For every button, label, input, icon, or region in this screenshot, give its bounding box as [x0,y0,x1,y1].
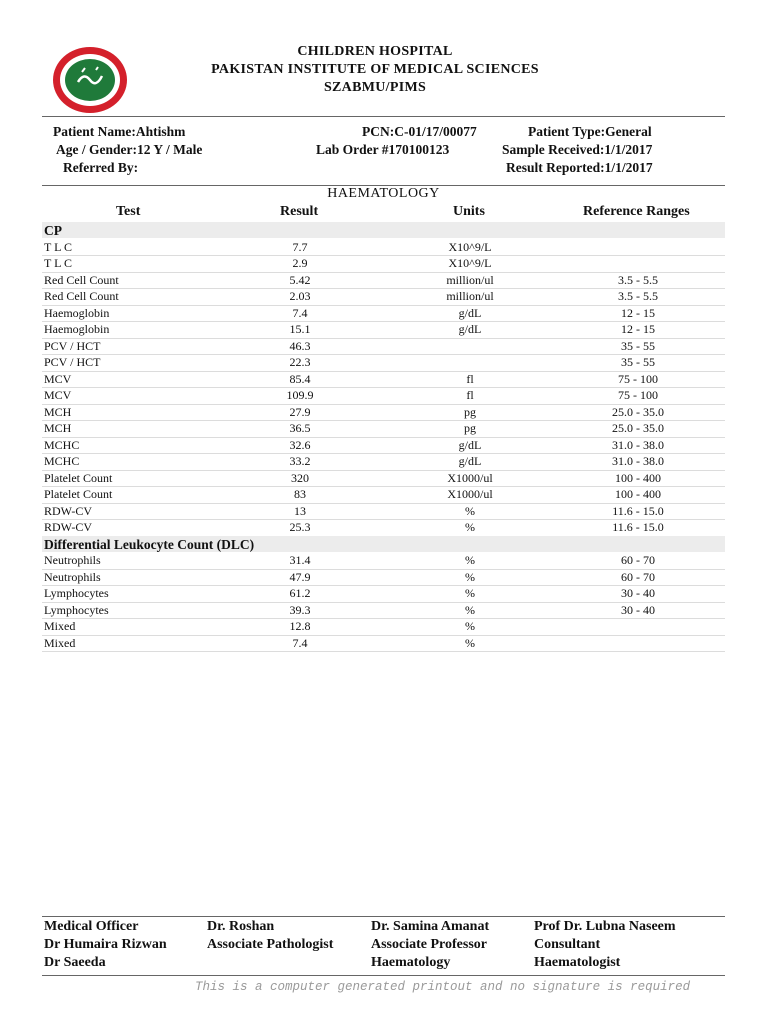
unit-value: % [465,635,475,650]
test-name: PCV / HCT [44,355,101,369]
university-name: SZABMU/PIMS [323,80,427,95]
unit-value: % [465,619,475,633]
unit-value: million/ul [446,289,494,303]
unit-value: % [465,503,475,518]
reference-range: 30 - 40 [621,602,655,617]
reference-range: 35 - 55 [621,355,655,369]
table-row [42,635,725,653]
test-name: Haemoglobin [44,305,110,320]
result-value: 32.6 [289,437,311,452]
result-value: 36.5 [289,421,311,435]
table-row [42,585,725,603]
unit-value: X1000/ul [447,487,493,501]
signature-line: Medical Officer [44,919,139,934]
table-row [42,486,725,504]
signature-line: Associate Pathologist [207,937,334,952]
unit-value: % [465,520,475,534]
patient-name: Patient Name:Ahtishm [53,124,186,139]
table-group-header [42,222,725,238]
referred-by: Referred By: [63,160,139,175]
table-row [42,371,725,389]
table-row [42,470,725,488]
result-value: 7.7 [292,239,308,254]
unit-value: X10^9/L [448,256,492,270]
table-row [42,569,725,587]
hospital-logo [52,46,128,114]
section-title: HAEMATOLOGY [327,186,440,201]
reference-range: 11.6 - 15.0 [612,503,664,518]
pcn: PCN:C-01/17/00077 [362,124,477,139]
reference-range: 75 - 100 [618,371,658,386]
table-row [42,321,725,339]
signature-line: Dr. Samina Amanat [371,919,490,934]
result-value: 22.3 [289,355,311,369]
test-name: MCH [44,404,72,419]
unit-value: g/dL [458,322,482,336]
signature-divider [42,916,725,917]
table-row [42,519,725,537]
test-name: Lymphocytes [44,602,109,617]
test-name: MCHC [44,454,80,468]
reference-range: 60 - 70 [621,569,655,584]
reference-range: 3.5 - 5.5 [618,289,658,303]
result-value: 13 [294,503,306,518]
sample-received: Sample Received:1/1/2017 [502,142,653,157]
unit-value: fl [466,371,474,386]
result-value: 25.3 [289,520,311,534]
result-value: 33.2 [289,454,311,468]
unit-value: million/ul [446,272,494,287]
patient-age-gender: Age / Gender:12 Y / Male [56,142,203,157]
table-row [42,453,725,471]
result-value: 47.9 [289,569,311,584]
signature-line: Prof Dr. Lubna Naseem [534,919,676,934]
table-row [42,437,725,455]
test-name: RDW-CV [44,520,92,534]
result-value: 7.4 [292,305,308,320]
test-name: PCV / HCT [44,338,101,353]
result-value: 31.4 [289,553,311,567]
table-row [42,338,725,356]
signature-line: Dr Saeeda [44,955,106,970]
test-name: T L C [44,256,73,270]
signature-line: Associate Professor [371,937,487,952]
hospital-name: CHILDREN HOSPITAL [297,44,453,59]
result-value: 12.8 [289,619,311,633]
unit-value: % [465,569,475,584]
unit-value: g/dL [458,437,482,452]
result-value: 61.2 [289,586,311,600]
unit-value: g/dL [458,305,482,320]
unit-value: % [465,553,475,567]
test-name: Haemoglobin [44,322,110,336]
test-name: Red Cell Count [44,289,119,303]
reference-range: 75 - 100 [618,388,658,402]
lab-order: Lab Order #170100123 [316,142,450,157]
table-row [42,387,725,405]
test-name: Platelet Count [44,487,113,501]
test-name: Mixed [44,635,76,650]
result-value: 83 [294,487,306,501]
table-row [42,272,725,290]
reference-range: 12 - 15 [621,305,655,320]
table-row [42,618,725,636]
signature-line: Dr Humaira Rizwan [44,937,167,952]
result-value: 320 [291,470,309,485]
signature-column [207,918,333,972]
test-name: Neutrophils [44,553,101,567]
result-reported: Result Reported:1/1/2017 [506,160,653,175]
reference-range: 35 - 55 [621,338,655,353]
reference-range: 100 - 400 [615,470,661,485]
col-header-result: Result [280,204,319,219]
test-name: MCH [44,421,72,435]
test-name: T L C [44,239,73,254]
result-value: 5.42 [289,272,311,287]
test-name: Platelet Count [44,470,113,485]
test-name: RDW-CV [44,503,92,518]
reference-range: 31.0 - 38.0 [612,454,664,468]
signature-line: Haematology [371,955,451,970]
reference-range: 25.0 - 35.0 [612,404,664,419]
unit-value: % [465,586,475,600]
signature-column [371,918,489,972]
result-value: 85.4 [289,371,311,386]
result-value: 46.3 [289,338,311,353]
test-name: MCHC [44,437,80,452]
result-value: 2.9 [292,256,308,270]
reference-range: 31.0 - 38.0 [612,437,664,452]
table-row [42,503,725,521]
test-name: Red Cell Count [44,272,119,287]
patient-type: Patient Type:General [528,124,652,139]
test-name: Neutrophils [44,569,101,584]
col-header-test: Test [116,204,141,219]
unit-value: % [465,602,475,617]
footer-note: This is a computer generated printout and no signature is required [195,980,691,994]
group-label: CP [44,223,62,238]
group-label: Differential Leukocyte Count (DLC) [44,536,255,552]
table-row [42,354,725,372]
signature-column [44,918,167,972]
table-group-header [42,536,725,552]
reference-range: 100 - 400 [615,487,661,501]
reference-range: 3.5 - 5.5 [618,272,658,287]
test-name: MCV [44,371,72,386]
reference-range: 12 - 15 [621,322,655,336]
institute-name: PAKISTAN INSTITUTE OF MEDICAL SCIENCES [211,62,539,77]
reference-range: 60 - 70 [621,553,655,567]
footer-divider [42,975,725,976]
table-row [42,602,725,620]
result-value: 39.3 [289,602,311,617]
result-value: 109.9 [286,388,314,402]
unit-value: g/dL [458,454,482,468]
table-row [42,239,725,257]
unit-value: X10^9/L [448,239,492,254]
header-divider [42,116,725,117]
result-value: 7.4 [292,635,308,650]
signature-line: Haematologist [534,955,621,970]
result-value: 2.03 [289,289,311,303]
unit-value: fl [466,388,474,402]
signature-line [207,954,333,972]
reference-range: 25.0 - 35.0 [612,421,664,435]
table-row [42,552,725,570]
test-name: MCV [44,388,72,402]
test-name: Mixed [44,619,76,633]
test-name: Lymphocytes [44,586,109,600]
table-row [42,305,725,323]
reference-range: 11.6 - 15.0 [612,520,664,534]
table-row [42,404,725,422]
table-row [42,288,725,306]
unit-value: X1000/ul [447,470,493,485]
signature-column [534,918,676,972]
signature-line: Dr. Roshan [207,919,275,934]
reference-range: 30 - 40 [621,586,655,600]
unit-value: pg [464,421,476,435]
unit-value: pg [464,404,476,419]
result-value: 27.9 [289,404,311,419]
table-row [42,420,725,438]
col-header-reference: Reference Ranges [583,204,690,219]
table-row [42,255,725,273]
result-value: 15.1 [289,322,311,336]
col-header-units: Units [453,204,485,219]
signature-line: Consultant [534,937,601,952]
